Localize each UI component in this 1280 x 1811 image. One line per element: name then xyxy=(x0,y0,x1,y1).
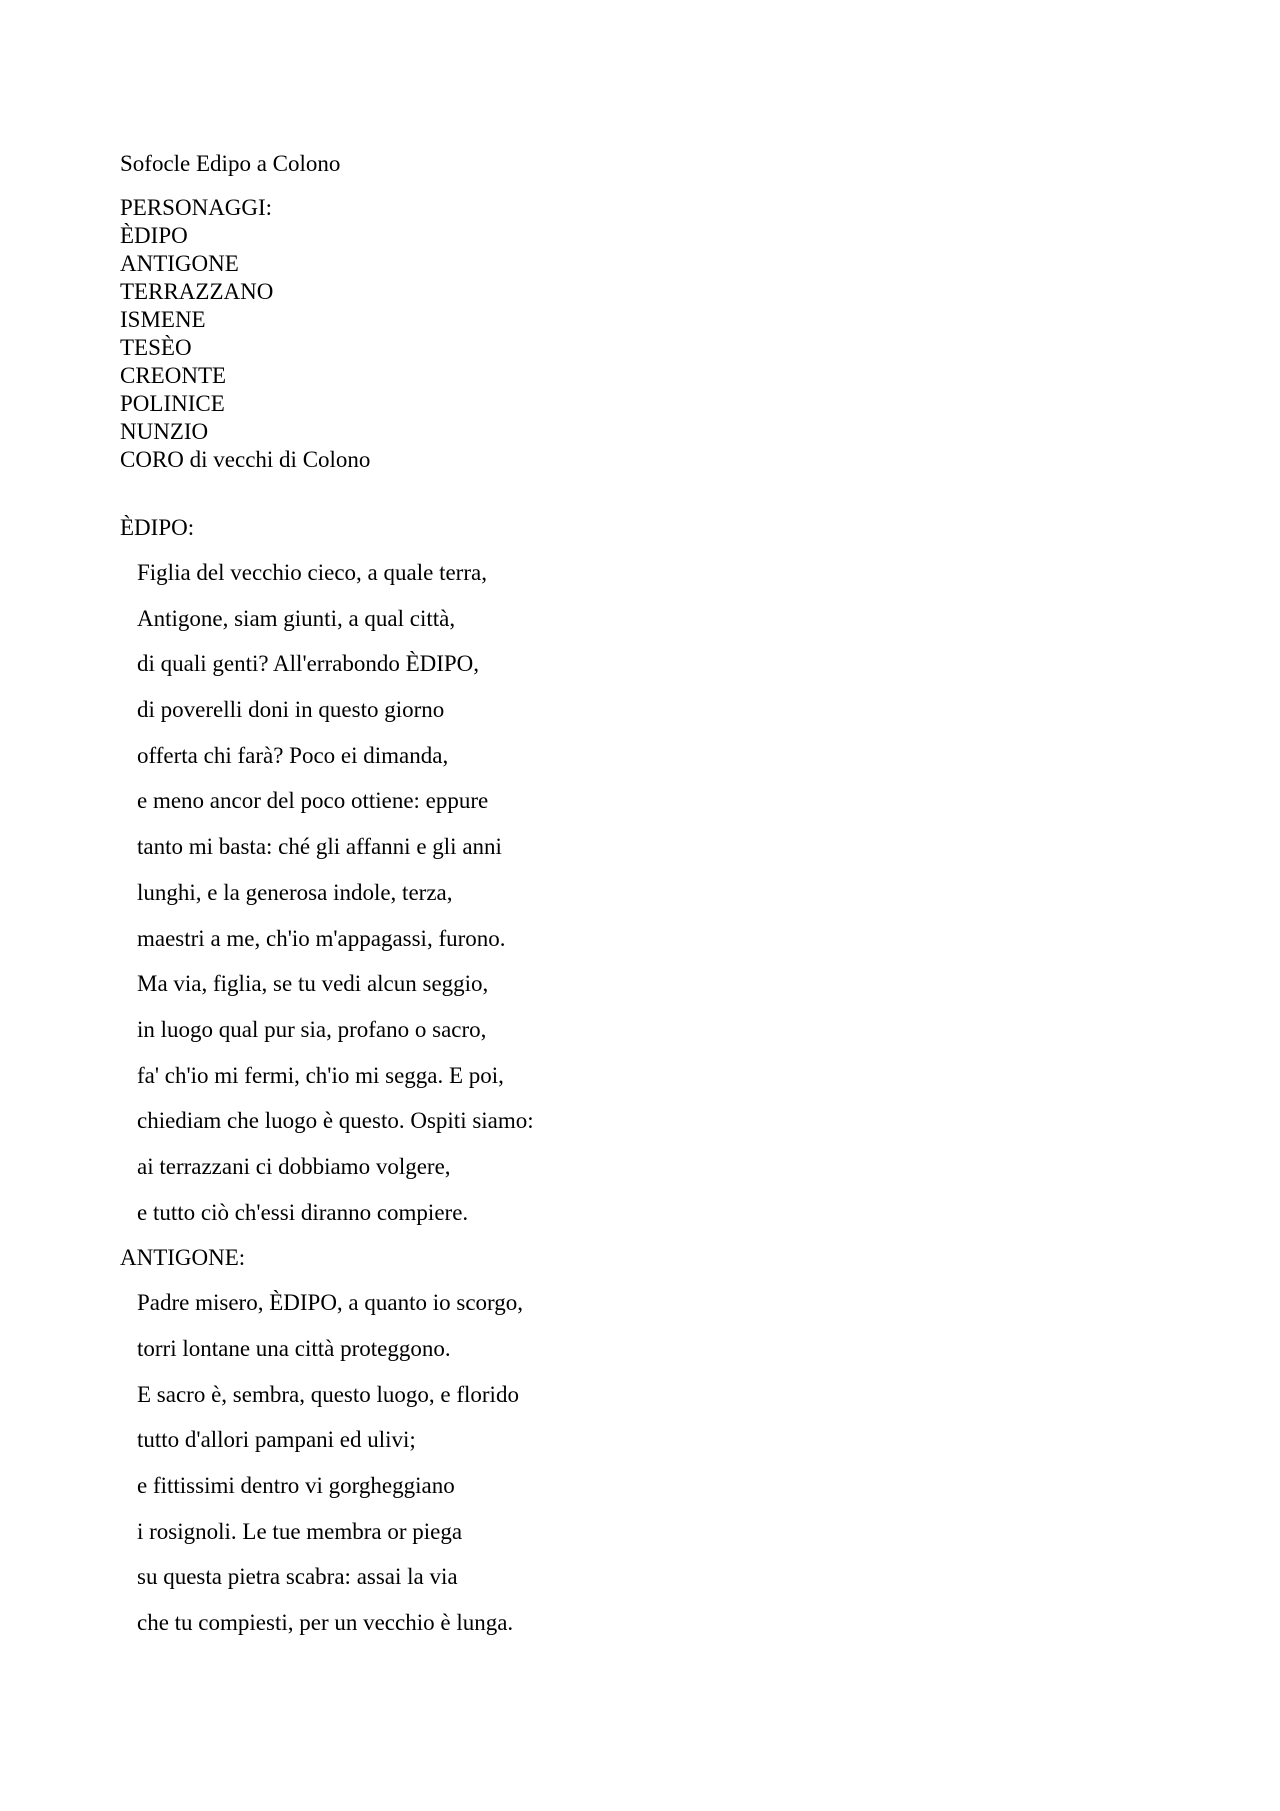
verse-line: maestri a me, ch'io m'appagassi, furono. xyxy=(137,925,506,951)
verse-line: Padre misero, ÈDIPO, a quanto io scorgo, xyxy=(137,1290,524,1316)
speaker-label: ANTIGONE: xyxy=(120,1245,246,1271)
verse-line: E sacro è, sembra, questo luogo, e florido xyxy=(137,1381,519,1407)
speech-block xyxy=(120,1235,1160,1646)
cast-item: POLINICE xyxy=(120,391,225,416)
cast-heading: PERSONAGGI: xyxy=(120,195,273,220)
cast-item: ANTIGONE xyxy=(120,251,239,276)
verse-line: lunghi, e la generosa indole, terza, xyxy=(137,879,453,905)
cast-item: TESÈO xyxy=(120,335,192,360)
verse-line: tutto d'allori pampani ed ulivi; xyxy=(137,1427,416,1453)
verse-line: tanto mi basta: ché gli affanni e gli anni xyxy=(137,834,502,860)
verse-line: ai terrazzani ci dobbiamo volgere, xyxy=(137,1153,451,1179)
verse-line: Figlia del vecchio cieco, a quale terra, xyxy=(137,560,487,585)
speech-block xyxy=(120,505,1160,1235)
verse-list xyxy=(120,550,1160,1235)
verse-line: i rosignoli. Le tue membra or piega xyxy=(137,1518,463,1544)
verse-line: offerta chi farà? Poco ei dimanda, xyxy=(137,742,449,768)
cast-item: CREONTE xyxy=(120,363,227,388)
document-title: Sofocle Edipo a Colono xyxy=(120,151,341,176)
verse-line: Ma via, figlia, se tu vedi alcun seggio, xyxy=(137,971,489,997)
verse-line: torri lontane una città proteggono. xyxy=(137,1336,451,1361)
verse-line: di quali genti? All'errabondo ÈDIPO, xyxy=(137,651,480,677)
cast-item: NUNZIO xyxy=(120,419,209,444)
cast-item: ISMENE xyxy=(120,307,206,332)
verse-line: su questa pietra scabra: assai la via xyxy=(137,1564,458,1590)
cast-section xyxy=(120,194,1160,474)
verse-line: di poverelli doni in questo giorno xyxy=(137,697,445,723)
verse-line: che tu compiesti, per un vecchio è lunga. xyxy=(137,1610,514,1636)
verse-list xyxy=(120,1280,1160,1646)
verse-line: chiediam che luogo è questo. Ospiti siamo: xyxy=(137,1108,534,1134)
verse-line: Antigone, siam giunti, a qual città, xyxy=(137,605,456,631)
cast-item: CORO di vecchi di Colono xyxy=(120,447,371,472)
verse-line: e fittissimi dentro vi gorgheggiano xyxy=(137,1473,455,1499)
verse-line: in luogo qual pur sia, profano o sacro, xyxy=(137,1016,487,1042)
verse-line: e tutto ciò ch'essi diranno compiere. xyxy=(137,1199,469,1225)
cast-item: ÈDIPO xyxy=(120,223,188,248)
cast-list xyxy=(120,222,1160,474)
verse-line: e meno ancor del poco ottiene: eppure xyxy=(137,788,489,814)
verse-line: fa' ch'io mi fermi, ch'io mi segga. E poi, xyxy=(137,1062,504,1088)
document-body xyxy=(120,148,1160,1646)
cast-item: TERRAZZANO xyxy=(120,279,274,304)
speaker-label: ÈDIPO: xyxy=(120,515,195,540)
